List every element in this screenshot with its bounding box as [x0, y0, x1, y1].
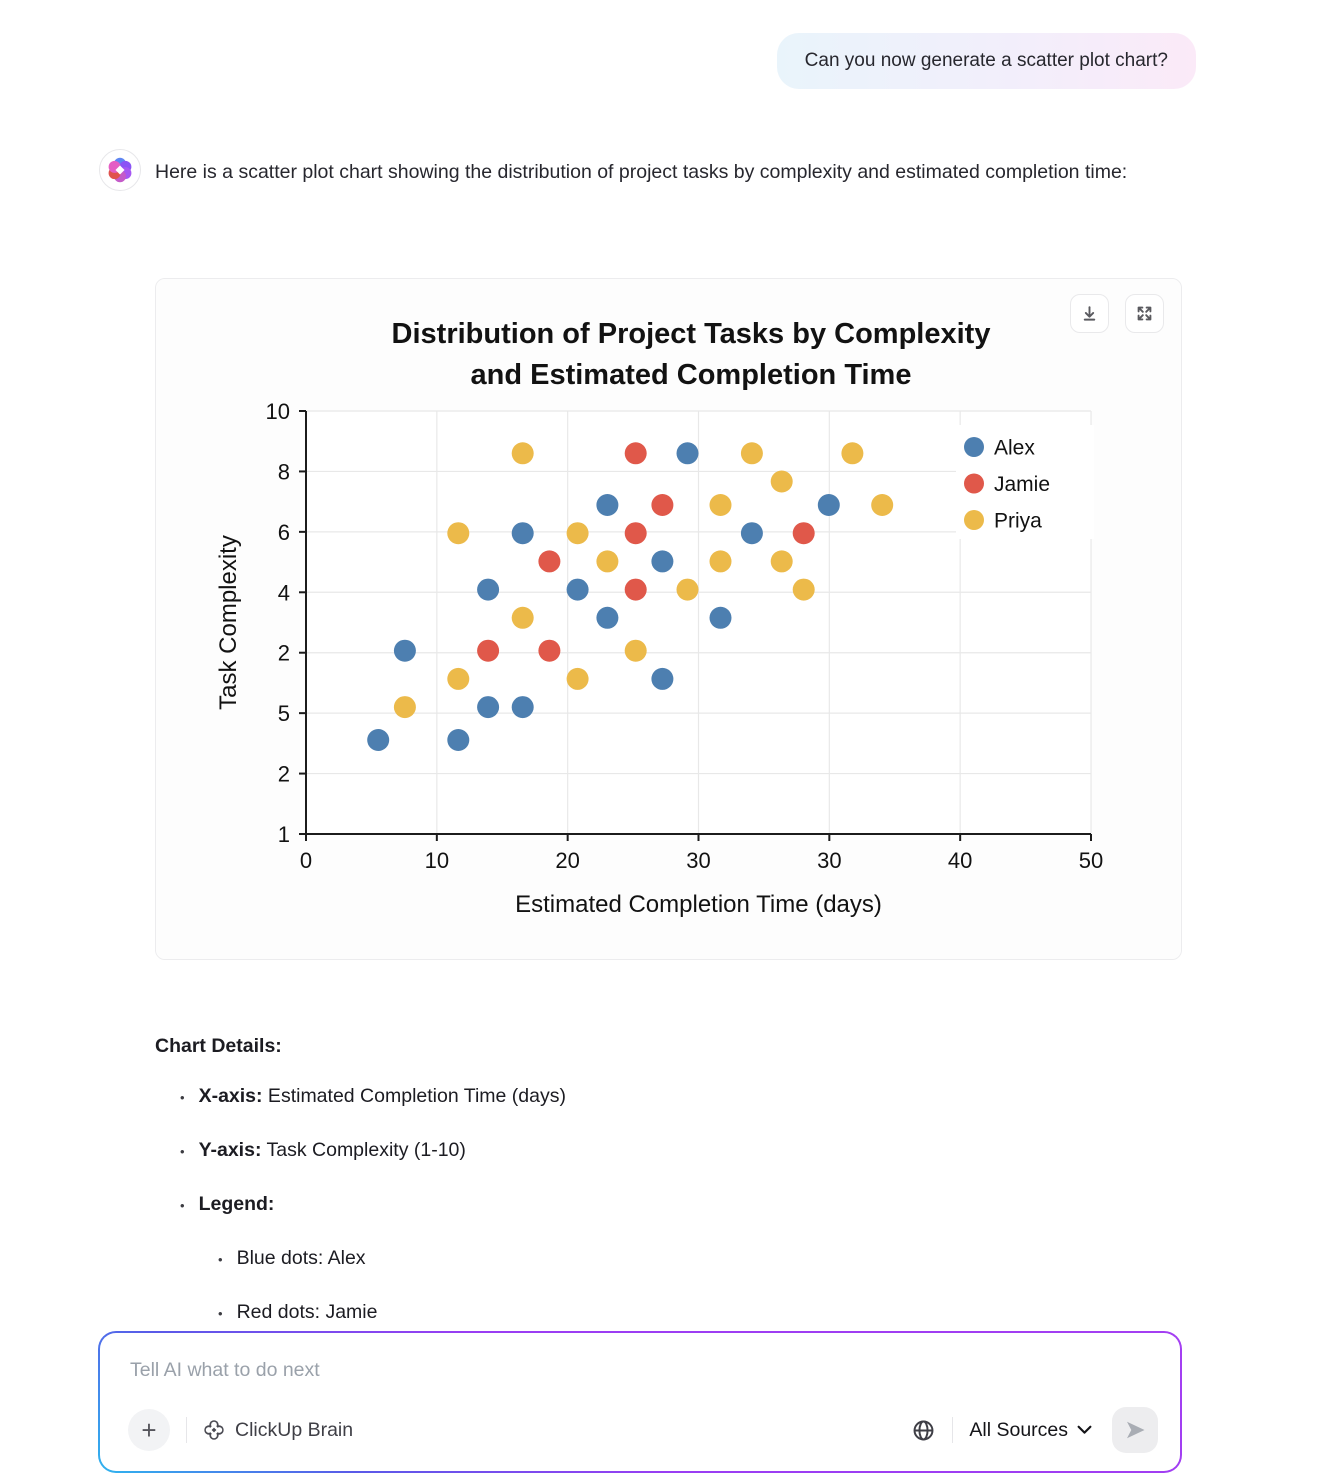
all-sources-dropdown[interactable]	[969, 1419, 1092, 1442]
svg-text:Alex: Alex	[994, 436, 1035, 460]
svg-text:Task Complexity: Task Complexity	[215, 535, 242, 710]
svg-text:Estimated Completion Time (day: Estimated Completion Time (days)	[515, 891, 882, 918]
clickup-ai-avatar	[99, 149, 141, 191]
detail-text: Blue dots: Alex	[236, 1247, 366, 1269]
detail-subitem-red-dots	[155, 1301, 915, 1327]
svg-text:4: 4	[277, 580, 290, 606]
bullet-icon: •	[218, 1306, 223, 1321]
bullet-icon: •	[180, 1144, 185, 1159]
svg-text:2: 2	[277, 640, 290, 666]
svg-text:8: 8	[277, 459, 290, 485]
svg-text:6: 6	[277, 519, 290, 545]
all-sources-label: All Sources	[969, 1418, 1068, 1441]
chart-details	[155, 1035, 915, 1355]
svg-text:30: 30	[817, 848, 842, 873]
svg-text:Jamie: Jamie	[994, 473, 1051, 496]
download-button[interactable]	[1070, 294, 1109, 333]
detail-label: Y-axis:	[198, 1139, 262, 1161]
bullet-icon: •	[218, 1252, 223, 1267]
detail-label: X-axis:	[198, 1085, 263, 1107]
svg-text:20: 20	[555, 848, 580, 873]
send-icon	[1123, 1418, 1147, 1442]
svg-text:1: 1	[277, 822, 290, 847]
clickup-brain-icon	[203, 1419, 225, 1441]
svg-text:10: 10	[424, 848, 450, 873]
expand-button[interactable]	[1125, 294, 1164, 333]
detail-label: Legend:	[198, 1193, 275, 1215]
composer-right-group	[911, 1407, 1158, 1453]
detail-text: Red dots: Jamie	[236, 1301, 378, 1323]
bullet-icon: •	[180, 1090, 185, 1105]
chevron-down-icon	[1077, 1425, 1092, 1435]
globe-icon	[911, 1418, 936, 1443]
svg-text:0: 0	[299, 848, 313, 873]
assistant-intro-text: Here is a scatter plot chart showing the distribution of project tasks by complexity and estimated completion time:	[155, 161, 1128, 183]
add-attachment-button[interactable]	[128, 1409, 170, 1451]
svg-text:2: 2	[277, 761, 290, 787]
divider	[186, 1417, 187, 1443]
svg-text:40: 40	[947, 848, 973, 873]
web-search-button[interactable]	[911, 1418, 936, 1443]
plus-icon: +	[141, 1414, 157, 1445]
svg-text:50: 50	[1078, 848, 1104, 873]
detail-item-legend	[155, 1193, 915, 1219]
send-button[interactable]	[1112, 1407, 1158, 1453]
chart-legend	[956, 425, 1094, 539]
user-message-text: Can you now generate a scatter plot chart?	[804, 50, 1168, 71]
divider	[952, 1417, 953, 1443]
clickup-brain-button[interactable]	[203, 1419, 353, 1442]
scatter-plot	[156, 279, 1182, 960]
svg-text:Distribution of Project Tasks: Distribution of Project Tasks by Complexity	[391, 318, 991, 350]
composer-toolbar	[128, 1407, 1158, 1453]
clickup-ai-flower-icon	[107, 157, 133, 183]
detail-item-x-axis	[155, 1085, 915, 1111]
user-message-bubble	[777, 33, 1196, 89]
download-icon	[1080, 304, 1099, 323]
clickup-brain-label: ClickUp Brain	[235, 1418, 354, 1441]
svg-text:and Estimated Completion Time: and Estimated Completion Time	[470, 359, 912, 391]
chart-details-heading: Chart Details:	[155, 1035, 282, 1057]
detail-text: Task Complexity (1-10)	[261, 1139, 466, 1161]
chart-card	[155, 278, 1182, 960]
svg-text:5: 5	[277, 701, 290, 727]
detail-subitem-blue-dots	[155, 1247, 915, 1273]
svg-text:10: 10	[265, 399, 290, 424]
composer-inner	[100, 1333, 1180, 1471]
expand-icon	[1135, 304, 1154, 323]
detail-text: Estimated Completion Time (days)	[262, 1085, 566, 1107]
svg-text:Priya: Priya	[994, 509, 1042, 533]
composer-input[interactable]: Tell AI what to do next	[130, 1359, 320, 1381]
bullet-icon: •	[180, 1198, 185, 1213]
svg-text:30: 30	[686, 848, 711, 873]
composer	[98, 1331, 1182, 1473]
detail-item-y-axis	[155, 1139, 915, 1165]
